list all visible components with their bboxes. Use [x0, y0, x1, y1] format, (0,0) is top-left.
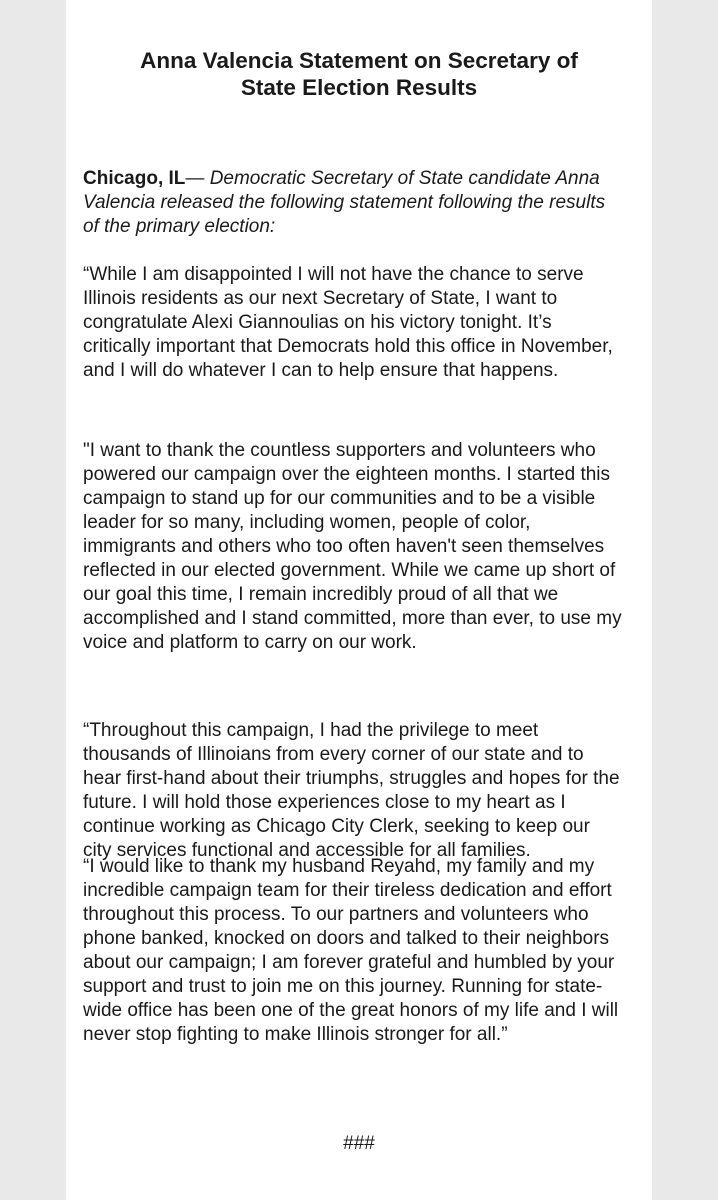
statement-paragraph-3: “Throughout this campaign, I had the privilege to meet thousands of Illinoians from every corner of our state and to hear first-hand about their triumphs, struggles and hopes for the future. I will hold those experiences close to my heart as I continue working as Chicago City Clerk, seeking to keep our city services functional and accessible for all families. — [83, 720, 620, 861]
title-line-1: Anna Valencia Statement on Secretary of — [140, 48, 578, 73]
dateline: Chicago, IL — [83, 168, 186, 189]
dateline-dash: — — [185, 168, 210, 189]
end-mark: ### — [343, 1133, 375, 1154]
title-line-2: State Election Results — [240, 75, 478, 100]
statement-paragraph-4: “I would like to thank my husband Reyahd, my family and my incredible campaign team for their tireless dedication and effort throughout this process. To our partners and volunteers who phone banked, knocked on doors and talked to their neighbors about our campaign; I am forever grateful and humbled by your support and trust to join me on this journey. Running for state-wide office has been one of the great honors of my life and I will never stop fighting to make Illinois stronger for all.” — [83, 856, 619, 1045]
statement-paragraph-2: "I want to thank the countless supporters and volunteers who powered our campaign over the eighteen months. I started this campaign to stand up for our communities and to be a visible leader for so many, including women, people of color, immigrants and others who too often haven't seen themselves reflected in our elected government. While we came up short of our goal this time, I remain incredibly proud of all that we accomplished and I stand committed, more than ever, to use my voice and platform to carry on our work. — [83, 440, 622, 653]
statement-paragraph-1: “While I am disappointed I will not have the chance to serve Illinois residents as our next Secretary of State, I want to congratulate Alexi Giannoulias on his victory tonight. It’s critically important that Democrats hold this office in November, and I will do whatever I can to help ensure that happens. — [83, 264, 613, 381]
press-release-title — [66, 47, 652, 101]
lede-text: Democratic Secretary of State candidate Anna Valencia released the following statement following the results of the primary election: — [83, 168, 606, 237]
lede-paragraph — [83, 167, 623, 239]
press-release-page — [66, 0, 652, 1200]
